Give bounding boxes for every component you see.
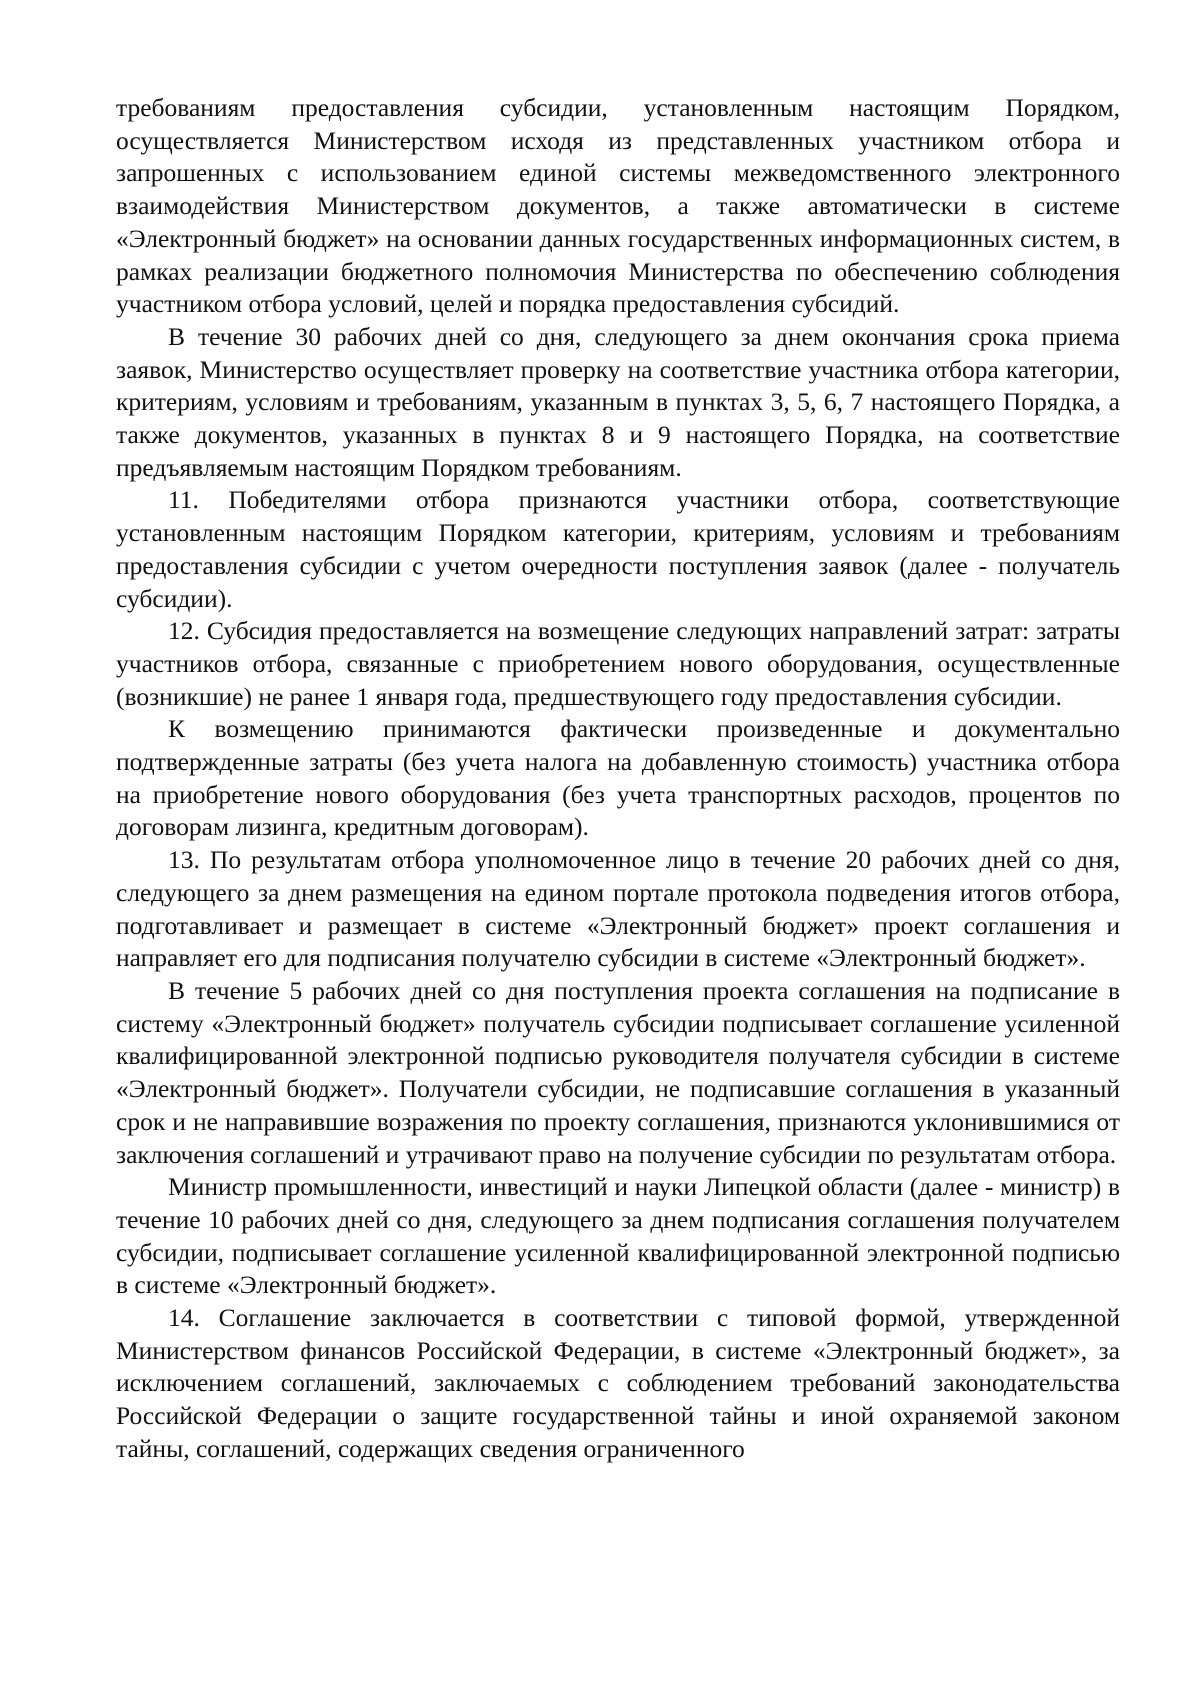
paragraph-12-subsidy-purpose: 12. Субсидия предоставляется на возмещение следующих направлений затрат: затраты участников отбора, связанные с приобретением нового оборудования, осуществленные (возникшие) не ранее 1 января года, предшествующего году предоставления субсидии.	[116, 616, 1120, 711]
document-page	[116, 92, 1120, 1466]
paragraph-13-agreement-draft: 13. По результатам отбора уполномоченное лицо в течение 20 рабочих дней со дня, следующего за днем размещения на едином портале протокола подведения итогов отбора, подготавливает и размещает в системе «Электронный бюджет» проект соглашения и направляет его для подписания получателю субсидии в системе «Электронный бюджет».	[116, 845, 1120, 973]
paragraph-11-winners: 11. Победителями отбора признаются участники отбора, соответствующие установленным настоящим Порядком категории, критериям, условиям и требованиям предоставления субсидии с учетом очередности поступления заявок (далее - получатель субсидии).	[116, 485, 1120, 613]
paragraph-verification-period: В течение 30 рабочих дней со дня, следующего за днем окончания срока приема заявок, Министерство осуществляет проверку на соответствие участника отбора категории, критериям, условиям и требованиям, указанным в пунктах 3, 5, 6, 7 настоящего Порядка, а также документов, указанных в пунктах 8 и 9 настоящего Порядка, на соответствие предъявляемым настоящим Порядком требованиям.	[116, 321, 1120, 482]
paragraph-reimbursable-costs: К возмещению принимаются фактически произведенные и документально подтвержденные затраты (без учета налога на добавленную стоимость) участника отбора на приобретение нового оборудования (без учета транспортных расходов, процентов по договорам лизинга, кредитным договорам).	[116, 714, 1120, 842]
paragraph-14-agreement-form: 14. Соглашение заключается в соответствии с типовой формой, утвержденной Министерством финансов Российской Федерации, в системе «Электронный бюджет», за исключением соглашений, заключаемых с соблюдением требований законодательства Российской Федерации о защите государственной тайны и иной охраняемой законом тайны, соглашений, содержащих сведения ограниченного	[116, 1303, 1120, 1463]
paragraph-signing-deadline: В течение 5 рабочих дней со дня поступления проекта соглашения на подписание в систему «Электронный бюджет» получатель субсидии подписывает соглашение усиленной квалифицированной электронной подписью руководителя получателя субсидии в системе «Электронный бюджет». Получатели субсидии, не подписавшие соглашения в указанный срок и не направившие возражения по проекту соглашения, признаются уклонившимися от заключения соглашений и утрачивают право на получение субсидии по результатам отбора.	[116, 975, 1120, 1169]
paragraph-minister-signing: Министр промышленности, инвестиций и науки Липецкой области (далее - министр) в течение 10 рабочих дней со дня, следующего за днем подписания соглашения получателем субсидии, подписывает соглашение усиленной квалифицированной электронной подписью в системе «Электронный бюджет».	[116, 1172, 1120, 1300]
paragraph-requirements-continuation: требованиям предоставления субсидии, установленным настоящим Порядком, осуществляется Министерством исходя из представленных участником отбора и запрошенных с использованием единой системы межведомственного электронного взаимодействия Министерством документов, а также автоматически в системе «Электронный бюджет» на основании данных государственных информационных систем, в рамках реализации бюджетного полномочия Министерства по обеспечению соблюдения участником отбора условий, целей и порядка предоставления субсидий.	[116, 93, 1120, 319]
